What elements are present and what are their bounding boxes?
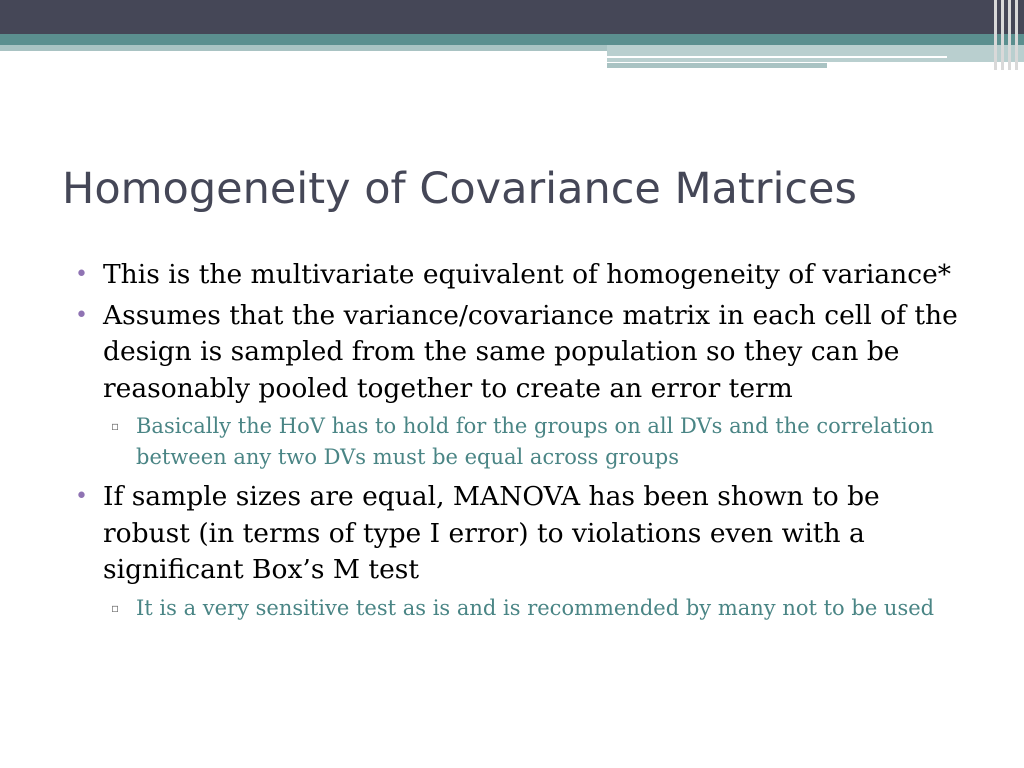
bullet-dot-icon: • <box>75 262 88 287</box>
header-stripe <box>1015 0 1018 70</box>
bullet-item <box>75 479 975 589</box>
bullet-dot-icon: • <box>75 302 88 328</box>
sub-bullet-square-icon: ▫ <box>111 600 120 615</box>
sub-bullet-item <box>75 593 975 624</box>
bullet-item <box>75 298 975 408</box>
header-stripe <box>1001 0 1004 70</box>
header-accent-block <box>607 45 1024 62</box>
bullet-text: If sample sizes are equal, MANOVA has been shown to be robust (in terms of type I error) to violations even with a significant Box’s M test <box>103 481 880 585</box>
bullet-text: This is the multivariate equivalent of homogeneity of variance* <box>103 259 952 290</box>
bullet-dot-icon: • <box>75 484 88 509</box>
slide-title: Homogeneity of Covariance Matrices <box>62 164 857 214</box>
sub-bullet-text: It is a very sensitive test as is and is recommended by many not to be used <box>136 595 935 620</box>
header-accent-line <box>607 56 947 58</box>
header-accent-line <box>607 63 827 68</box>
bullet-item <box>75 257 975 294</box>
header-stripe <box>994 0 997 70</box>
header-stripe <box>1008 0 1011 70</box>
header-band-teal <box>0 34 1024 45</box>
sub-bullet-text: Basically the HoV has to hold for the groups on all DVs and the correlation between any two DVs must be equal across groups <box>136 414 934 469</box>
slide-body <box>75 257 975 630</box>
sub-bullet-square-icon: ▫ <box>111 419 120 433</box>
sub-bullet-item <box>75 411 975 472</box>
bullet-text: Assumes that the variance/covariance matrix in each cell of the design is sampled from the same population so they can be reasonably pooled together to create an error term <box>103 299 958 404</box>
header-stripes <box>990 0 1024 70</box>
header-band-dark <box>0 0 1024 34</box>
